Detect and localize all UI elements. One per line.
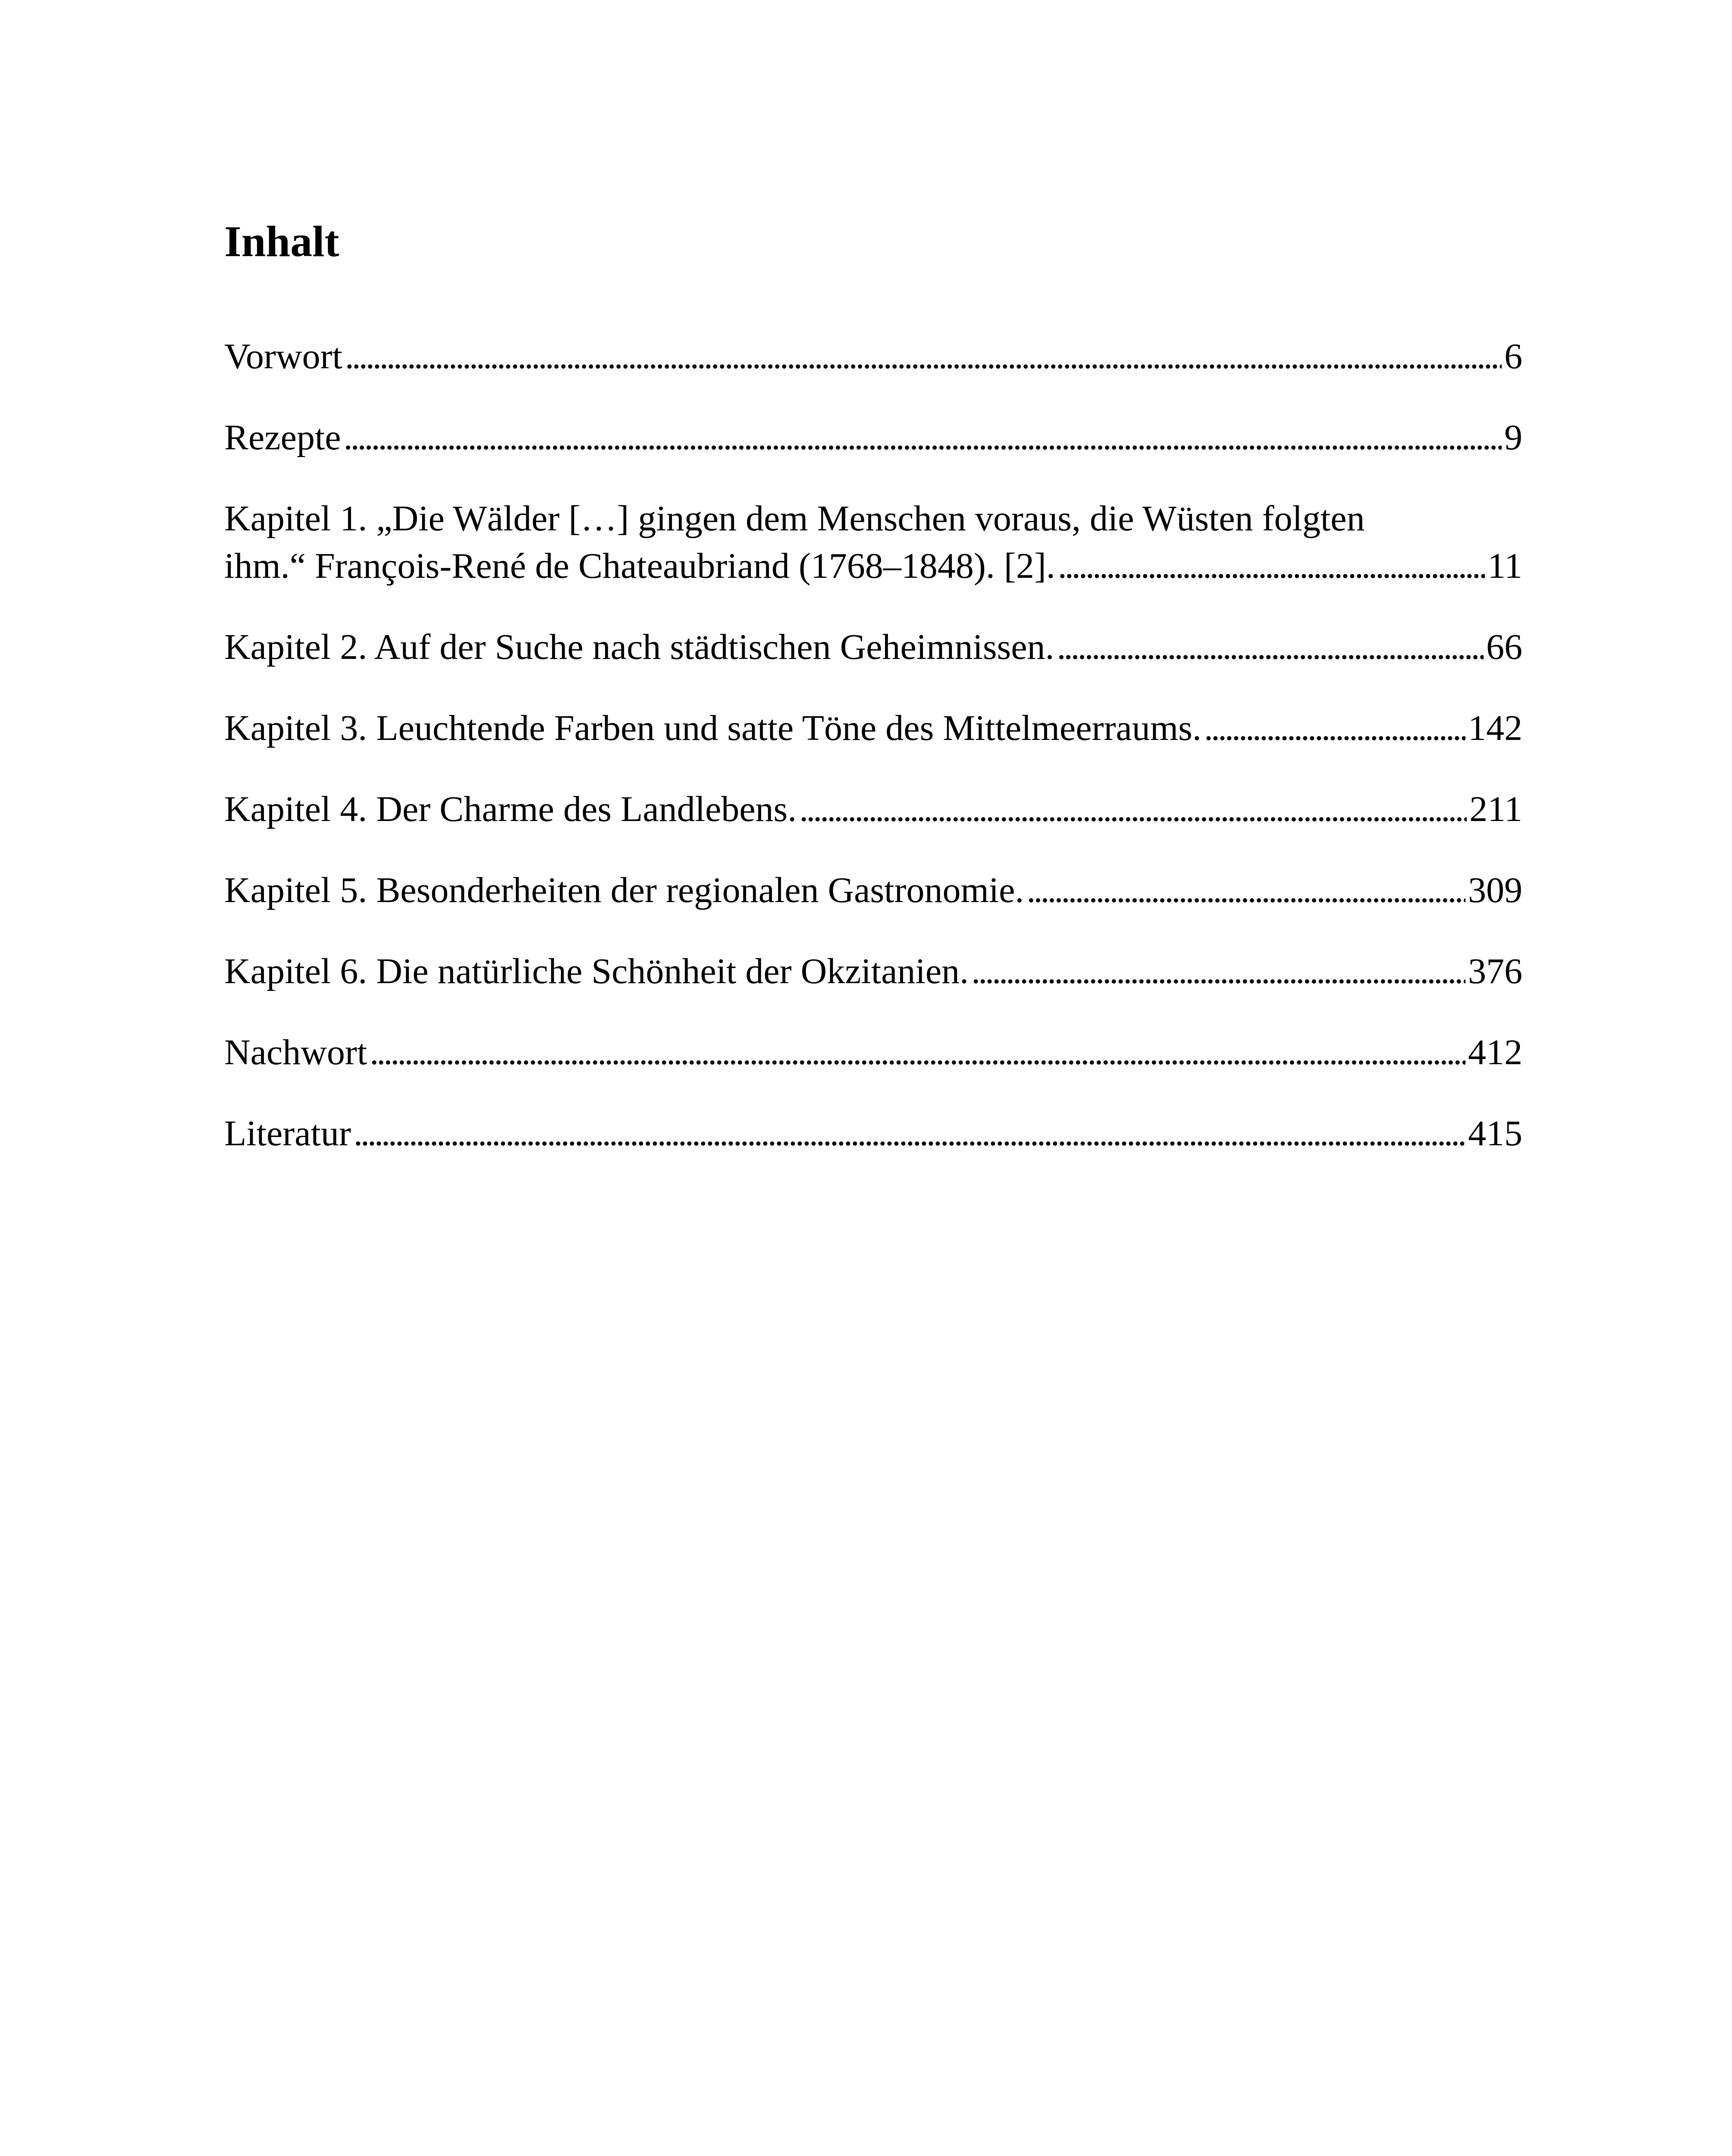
toc-entry-page-number: 376: [1468, 951, 1522, 992]
dot-leader: [370, 1029, 1465, 1076]
toc-entry-page-number: 9: [1504, 417, 1522, 458]
toc-entry-line: [224, 542, 1522, 590]
toc-entry-kapitel-4[interactable]: [224, 786, 1522, 833]
toc-entry-kapitel-3[interactable]: [224, 705, 1522, 752]
toc-entry-line: [224, 414, 1522, 461]
toc-entry-literatur[interactable]: [224, 1110, 1522, 1157]
toc-entry-page-number: 11: [1487, 546, 1522, 586]
toc-entry-label: Kapitel 4. Der Charme des Landlebens.: [224, 789, 797, 830]
dot-leader: [345, 333, 1502, 380]
toc-entry-vorwort[interactable]: [224, 333, 1522, 380]
table-of-contents: [224, 216, 1522, 1191]
toc-entry-label: Kapitel 3. Leuchtende Farben und satte Töne des Mittelmeerraums.: [224, 708, 1202, 749]
toc-entry-line: [224, 1029, 1522, 1076]
toc-entry-kapitel-1[interactable]: [224, 495, 1522, 590]
dot-leader: [971, 948, 1465, 995]
dot-leader: [1026, 867, 1465, 914]
dot-leader: [344, 414, 1502, 461]
toc-entry-line: [224, 1110, 1522, 1157]
toc-entry-page-number: 309: [1468, 870, 1522, 911]
toc-entry-label: Kapitel 5. Besonderheiten der regionalen Gastronomie.: [224, 870, 1024, 911]
dot-leader: [354, 1110, 1465, 1157]
toc-entry-line: [224, 705, 1522, 752]
toc-entry-page-number: 6: [1504, 336, 1522, 377]
toc-entry-page-number: 142: [1468, 708, 1522, 749]
toc-entry-rezepte[interactable]: [224, 414, 1522, 461]
toc-entry-label: Kapitel 6. Die natürliche Schönheit der Okzitanien.: [224, 951, 969, 992]
toc-entry-line: [224, 867, 1522, 914]
toc-entry-label-line1: Kapitel 1. „Die Wälder […] gingen dem Menschen voraus, die Wüsten folgten: [224, 498, 1365, 539]
toc-entry-kapitel-6[interactable]: [224, 948, 1522, 995]
toc-entry-label: ihm.“ François-René de Chateaubriand (1768–1848). [2].: [224, 546, 1055, 586]
dot-leader: [799, 786, 1467, 833]
dot-leader: [1204, 705, 1465, 752]
dot-leader: [1058, 542, 1485, 590]
toc-entry-page-number: 211: [1469, 789, 1522, 830]
toc-entry-kapitel-5[interactable]: [224, 867, 1522, 914]
toc-title: Inhalt: [224, 217, 339, 266]
toc-entry-kapitel-2[interactable]: [224, 624, 1522, 671]
toc-entry-line: [224, 948, 1522, 995]
toc-entry-label: Vorwort: [224, 336, 342, 377]
toc-entry-label: Nachwort: [224, 1032, 367, 1073]
toc-entry-page-number: 66: [1486, 627, 1522, 667]
toc-list: [224, 333, 1522, 1157]
toc-entry-nachwort[interactable]: [224, 1029, 1522, 1076]
toc-entry-line: [224, 786, 1522, 833]
dot-leader: [1057, 624, 1484, 671]
toc-entry-page-number: 412: [1468, 1032, 1522, 1073]
toc-entry-line: [224, 333, 1522, 380]
toc-entry-label: Rezepte: [224, 417, 341, 458]
toc-entry-page-number: 415: [1468, 1113, 1522, 1154]
toc-entry-label: Literatur: [224, 1113, 351, 1154]
toc-entry-line: [224, 624, 1522, 671]
toc-entry-label: Kapitel 2. Auf der Suche nach städtischen Geheimnissen.: [224, 627, 1054, 667]
